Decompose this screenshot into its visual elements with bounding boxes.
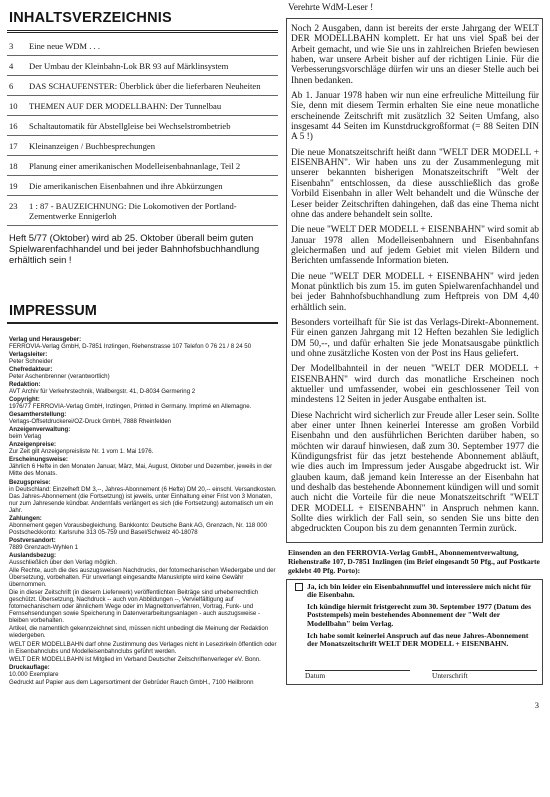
- impressum-label: Anzeigenpreise:: [9, 441, 57, 449]
- impressum-text: Verlags-Offsetdruckerei/OZ-Druck GmbH, 7888 Rheinfelden: [9, 418, 172, 426]
- coupon-option-3: [291, 632, 537, 649]
- toc-entry: DAS SCHAUFENSTER: Überblick über die lieferbaren Neuheiten: [29, 76, 278, 96]
- toc-page: 6: [7, 76, 29, 96]
- impressum-label: Erscheinungsweise:: [9, 456, 68, 464]
- coupon-checkbox[interactable]: [295, 583, 303, 591]
- toc-page: 18: [7, 156, 29, 176]
- toc-page: 16: [7, 116, 29, 136]
- letter-paragraph: Noch 2 Ausgaben, dann ist bereits der erste Jahrgang der WELT DER MODELLBAHN komplett. Er hat uns viel Spaß bei der Arbeit gemacht, und wie Sie uns in zahlreichen Briefen bewiesen haben, war unsere Arbeit bisher auf der richtigen Linie. Für die Verbesserungsvorschläge dürfen wir uns an dieser Stelle auch bei Ihnen bedanken.: [291, 24, 539, 86]
- impressum-text: 10.000 Exemplare: [9, 670, 59, 678]
- toc-title-rule: [7, 30, 278, 33]
- impressum-text: Ausschließlich über den Verlag möglich.: [9, 559, 118, 567]
- impressum-text: Alle Rechte, auch die des auszugsweisen Nachdrucks, der fotomechanischen Wiedergabe und der Übersetzung, vorbehalten. Für unverlangt eingesandte Manuskripte wird keine Gewähr übernommen.: [9, 567, 276, 589]
- signature-label: Unterschrift: [432, 670, 468, 680]
- impressum-label: Copyright:: [9, 395, 40, 403]
- toc-page: 4: [7, 56, 29, 76]
- impressum-block: [9, 441, 278, 455]
- impressum-block: [9, 537, 278, 551]
- impressum-block: [9, 641, 278, 655]
- impressum-text: 1976/77 FERROVIA-Verlag GmbH, Inzlingen, Printed in Germany. Imprimé en Allemagne.: [9, 403, 252, 411]
- toc-row: [7, 156, 278, 176]
- impressum-label: Druckauflage:: [9, 663, 50, 671]
- impressum-label: Postversandort:: [9, 536, 56, 544]
- impressum-label: Bezugspreise:: [9, 478, 51, 486]
- impressum-text: Die in dieser Zeitschrift (in diesem Lieferwerk) veröffentlichten Beiträge sind urheberrechtlich geschützt. Übersetzung, Nachdruck -- auch von Abbildungen --, Vervielfältigung auf fotomechanischem oder ähnlichem Wege oder im Magnettonverfahren, Vortrag, Funk- und Fernsehsendungen sowie Speicherung in Datenverarbeitungsanlagen - auch auszugsweise - bleiben vorbehalten.: [9, 589, 261, 625]
- signature-line[interactable]: [432, 659, 537, 671]
- letter-paragraph: Ab 1. Januar 1978 haben wir nun eine erfreuliche Mitteilung für Sie, denn mit diesem Termin erhalten Sie eine neue monatliche erscheinende Zeitschrift mit zusätzlich 32 Seiten Umfang, also insgesamt 44 Seiten im Kunstdruckgroßformat (= 88 Seiten DIN A 5 !): [291, 91, 539, 143]
- left-column: [7, 10, 278, 686]
- impressum-label: Chefredakteur:: [9, 365, 53, 373]
- impressum-block: [9, 366, 278, 380]
- impressum-title: IMPRESSUM: [9, 302, 97, 319]
- impressum-text: in Deutschland: Einzelheft DM 3,--, Jahres-Abonnement (6 Hefte) DM 20,-- einschl. Versandkosten. Das Jahres-Abonnement (die Fortsetzung) ist jeweils, unter Einhaltung einer Frist von 3 Monaten, nur zum Jahresende kündbar. Andernfalls verlängert es sich (die Fortsetzung) automatisch um ein Jahr.: [9, 485, 277, 514]
- impressum-block: [9, 515, 278, 536]
- toc-entry: Schaltautomatik für Abstellgleise bei Wechselstrombetrieb: [29, 116, 278, 136]
- impressum-text: Peter Schneider: [9, 357, 53, 365]
- impressum-block: [9, 589, 278, 624]
- impressum-block: [9, 336, 278, 350]
- toc-entry: Eine neue WDM . . .: [29, 41, 278, 56]
- impressum-text: beim Verlag: [9, 433, 42, 441]
- impressum-body: [7, 336, 278, 686]
- impressum-label: Auslandsbezug:: [9, 551, 57, 559]
- coupon-option-2: [291, 603, 537, 628]
- letter-paragraph: Die neue "WELT DER MODELL + EISENBAHN" wird jeden Monat pünktlich bis zum 15. im guten Spielwarenfachhandel und bei jeder Bahnhofsbuchhandlung zum Heftpreis von DM 4,40 erhältlich sein.: [291, 271, 539, 313]
- date-line[interactable]: [305, 659, 410, 671]
- toc-row: [7, 76, 278, 96]
- toc-entry: Der Umbau der Kleinbahn-Lok BR 93 auf Märklinsystem: [29, 56, 278, 76]
- impressum-block: [9, 396, 278, 410]
- impressum-text: WELT DER MODELLBAHN darf ohne Zustimmung des Verlages nicht in Lesezirkeln öffentlich oder in Eisenbahnclubs und Modelleisenbahnclubs geführt werden.: [9, 640, 277, 655]
- impressum-text: WELT DER MODELLBAHN ist Mitglied im Verband Deutscher Zeitschriftenverleger eV. Bonn.: [9, 655, 261, 663]
- impressum-text: Zur Zeit gilt Anzeigenpreisliste Nr. 1 vom 1. Mai 1976.: [9, 448, 154, 456]
- impressum-text: Gedruckt auf Papier aus dem Lagersortiment der Gebrüder Rauch GmbH., 7100 Heilbronn: [9, 678, 254, 686]
- impressum-block: [9, 426, 278, 440]
- letter-paragraph: Die neue "WELT DER MODELL + EISENBAHN" wird somit ab Januar 1978 allen Modelleisenbahnern und Eisenbahnfans gleichermaßen und auf jedem Gebiet mit vielen Bildern und Berichten umfassende Information bieten.: [291, 225, 539, 267]
- toc-entry: Kleinanzeigen / Buchbesprechungen: [29, 136, 278, 156]
- coupon-option-text: Ja, ich bin leider ein Eisenbahnmuffel und interessiere mich nicht für die Eisenbahn.: [307, 581, 532, 599]
- editorial-letter-box: [286, 18, 543, 543]
- toc-row: [7, 136, 278, 156]
- right-column: [286, 3, 543, 710]
- signature-lines: [291, 659, 537, 671]
- impressum-label: Redaktion:: [9, 380, 41, 388]
- impressum-text: 7889 Grenzach-Wyhlen 1: [9, 543, 79, 551]
- impressum-block: [9, 381, 278, 395]
- impressum-rule: [7, 322, 278, 324]
- letter-paragraph: Diese Nachricht wird sicherlich zur Freude aller Leser sein. Sollte aber einer unter Ihnen keinerlei Interesse am großen Vorbild Eisenbahn und den ausführlichen Berichten darüber haben, so möchten wir darauf hinwiesen, daß zum 30. September 1977 die Kündigungsfrist für das jetzt bestehende Abonnement abläuft, wie dies auch im Impressum jeder Ausgabe abgedruckt ist. Wir glauben kaum, daß jemand kein Interesse an der Eisenbahn hat und deshalb das bestehende Abonnement kündigen will und somit auch nicht die Vorteile für die neue Monatszeitschrift "WELT DER MODELL + EISENBAHN" in Anspruch nehmen kann. Sollte dies wirklich der Fall sein, so senden Sie uns bitte den abgedruckten Coupon bis zu dem genannten Termin zurück.: [291, 410, 539, 535]
- toc-page: 3: [7, 41, 29, 56]
- impressum-label: Verlag und Herausgeber:: [9, 335, 82, 343]
- impressum-text: FERROVIA-Verlag GmbH, D-7851 Inzlingen, Riehenstrasse 107 Telefon 0 76 21 / 8 24 50: [9, 342, 252, 350]
- impressum-label: Anzeigenverwaltung:: [9, 426, 71, 434]
- impressum-block: [9, 351, 278, 365]
- toc-entry: Die amerikanischen Eisenbahnen und ihre Abkürzungen: [29, 176, 278, 196]
- impressum-text: Abonnement gegen Vorausbegleichung. Bankkonto: Deutsche Bank AG, Grenzach, Nr. 118 000 Postscheckkonto: Karlsruhe 313 05-759 und Basel/Schweiz 40-18078: [9, 521, 268, 536]
- impressum-block: [9, 567, 278, 588]
- toc-page: 19: [7, 176, 29, 196]
- page-number: 3: [534, 699, 539, 710]
- letter-salutation: Verehrte WdM-Leser !: [288, 3, 374, 13]
- impressum-block: [9, 552, 278, 566]
- toc-page: 23: [7, 196, 29, 226]
- toc-entry: Planung einer amerikanischen Modelleisenbahnanlage, Teil 2: [29, 156, 278, 176]
- impressum-label: Gesamtherstellung:: [9, 411, 67, 419]
- impressum-block: [9, 656, 278, 663]
- letter-paragraph: Besonders vorteilhaft für Sie ist das Verlags-Direkt-Abonnement. Für einen ganzen Jahrgang mit 12 Heften bezahlen Sie lediglich DM 50,--, und dafür erhalten Sie jede Monatsausgabe pünktlich und ohne zusätzliche Kosten von der Post ins Haus geliefert.: [291, 317, 539, 359]
- cancellation-coupon: [286, 579, 543, 685]
- letter-paragraph: Der Modellbahnteil in der neuen "WELT DER MODELL + EISENBAHN" wird durch das monatliche Erscheinen noch aktueller und umfassender, wobei ein geschlossener Teil von mindestens 12 Seiten in jeder Ausgabe enthalten ist.: [291, 364, 539, 406]
- impressum-block: [9, 411, 278, 425]
- impressum-text: Peter Aschenbrenner (verantwortlich): [9, 372, 110, 380]
- order-instructions: Einsenden an den FERROVIA-Verlag GmbH., Abonnementverwaltung, Riehenstraße 107, D-7851 Inzlingen (im Brief eingesandt 50 Pfg., auf Postkarte geklebt 40 Pfg. Porto):: [288, 547, 540, 575]
- date-label: Datum: [305, 670, 326, 680]
- toc-page: 17: [7, 136, 29, 156]
- impressum-label: Zahlungen:: [9, 514, 42, 522]
- coupon-option-text: Ich habe somit keinerlei Anspruch auf das neue Jahres-Abonnement der Monatszeitschrift WELT DER MODELL + EISENBAHN.: [307, 631, 529, 649]
- toc-row: [7, 96, 278, 116]
- coupon-option-1: [291, 583, 537, 600]
- toc-row: [7, 196, 278, 226]
- toc-row: [7, 176, 278, 196]
- toc-row: [7, 116, 278, 136]
- toc-table: [7, 41, 278, 226]
- toc-page: 10: [7, 96, 29, 116]
- toc-row: [7, 41, 278, 56]
- toc-row: [7, 56, 278, 76]
- impressum-block: [9, 479, 278, 514]
- impressum-block: [9, 625, 278, 639]
- coupon-option-text: Ich kündige hiermit fristgerecht zum 30. September 1977 (Datum des Poststempels) mein bestehendes Abonnement der "Welt der Modellbahn" beim Verlag.: [307, 602, 532, 628]
- impressum-label: Verlagsleiter:: [9, 350, 48, 358]
- toc-entry: 1 : 87 - BAUZEICHNUNG: Die Lokomotiven der Portland-Zementwerke Ennigerloh: [29, 196, 278, 226]
- next-issue-note: Heft 5/77 (Oktober) wird ab 25. Oktober überall beim guten Spielwarenfachhandel und bei jeder Bahnhofsbuchhandlung erhältlich sein !: [9, 232, 260, 266]
- impressum-text: AVT Archiv für Verkehrstechnik, Wallbergstr. 41, D-8034 Germering 2: [9, 387, 196, 395]
- impressum-block: [9, 664, 278, 678]
- signature-labels: [291, 671, 537, 680]
- impressum-text: Jährlich 6 Hefte in den Monaten Januar, März, Mai, August, Oktober und Dezember, jeweils in der Mitte des Monats.: [9, 463, 273, 478]
- toc-title: INHALTSVERZEICHNIS: [9, 10, 172, 26]
- impressum-text: Artikel, die namentlich gekennzeichnet sind, müssen nicht unbedingt die Meinung der Redaktion wiedergeben.: [9, 625, 269, 640]
- letter-paragraph: Die neue Monatszeitschrift heißt dann "WELT DER MODELL + EISENBAHN". Wir haben uns zu der Zusammenlegung mit unserer bekannten bisherigen Monatszeitschrift "Welt der Eisenbahn" entschlossen, da diese ausschließlich das große Vorbild Eisenbahn in aller Welt behandelt und die Wünsche der Leser beider Zeitschriften dahingehen, daß das eine Thema nicht ohne das andere behandelt sein sollte.: [291, 147, 539, 220]
- impressum-block: [9, 679, 278, 686]
- toc-entry: THEMEN AUF DER MODELLBAHN: Der Tunnelbau: [29, 96, 278, 116]
- impressum-block: [9, 456, 278, 477]
